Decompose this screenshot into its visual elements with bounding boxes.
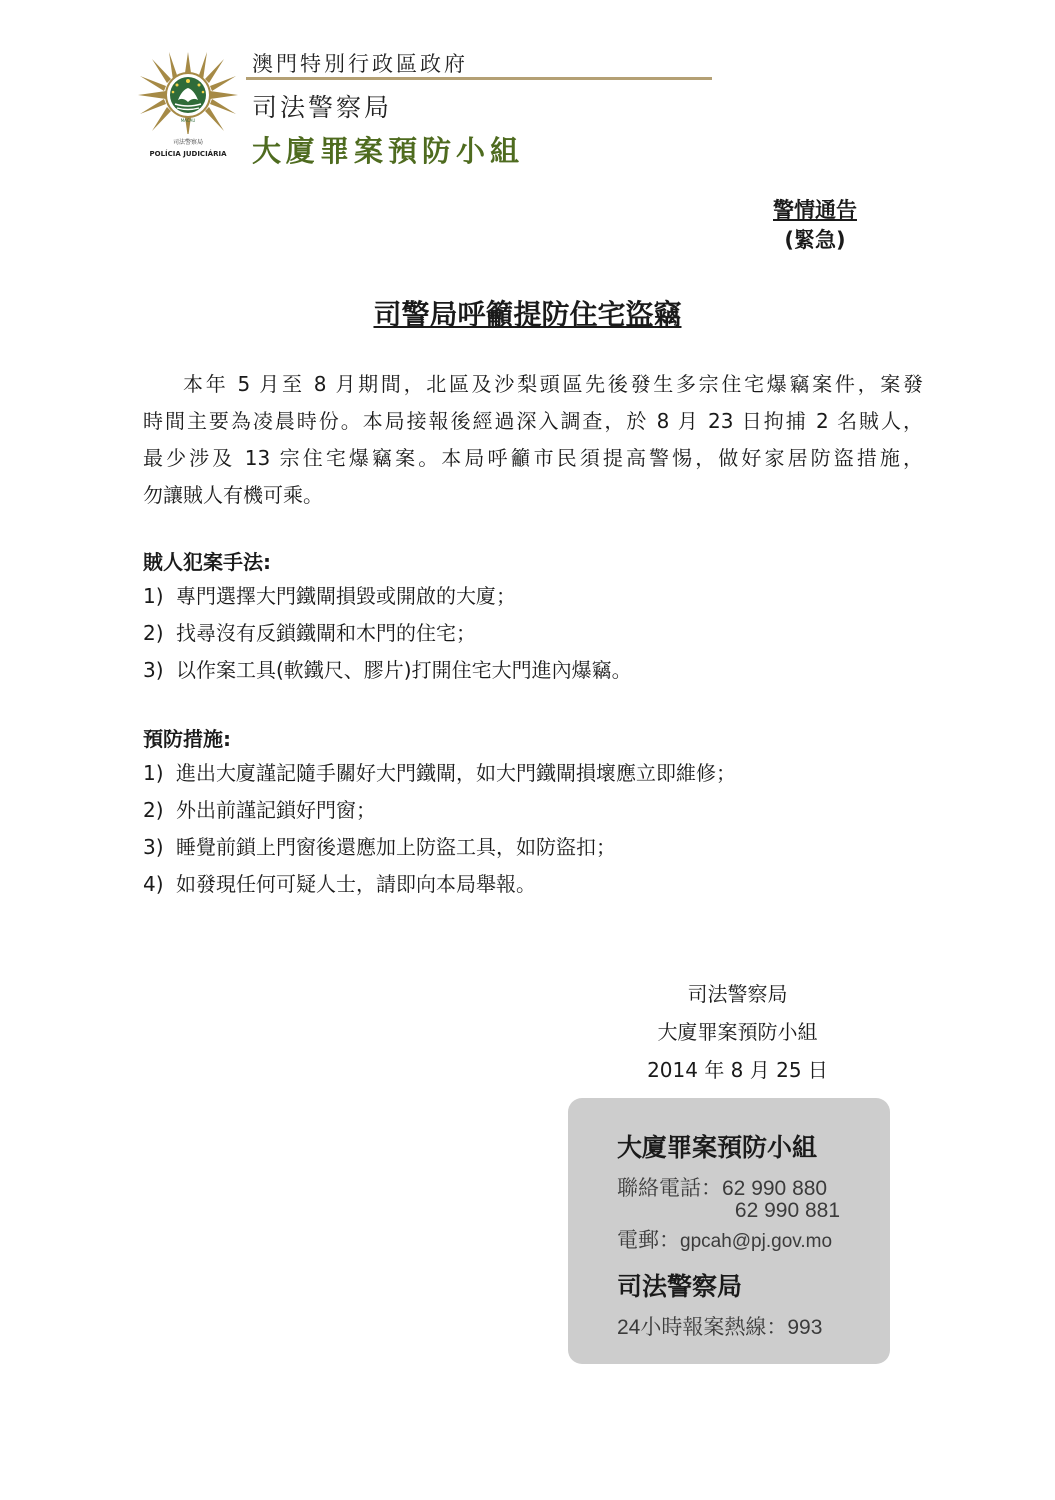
contact-info-box [568, 1098, 890, 1364]
emblem-icon [138, 50, 238, 162]
list-text: 如發現任何可疑人士，請即向本局舉報。 [176, 872, 536, 896]
list-number: 1) [143, 761, 164, 785]
hotline-label: 24小時報案熱線： [617, 1316, 788, 1339]
body-line: 時間主要為凌晨時份。本局接報後經過深入調查，於 8 月 23 日拘捕 2 名賊人， [143, 409, 923, 433]
contact-email-row [617, 1224, 832, 1254]
list-text: 進出大廈謹記隨手關好大門鐵閘，如大門鐵閘損壞應立即維修； [176, 761, 736, 785]
signature-department: 司法警察局 [687, 982, 788, 1006]
logo-caption-pt: POLÍCIA JUDICIÁRIA [149, 150, 227, 158]
phone-number: 62 990 880 [722, 1177, 828, 1200]
list-text: 外出前謹記鎖好門窗； [176, 798, 376, 822]
contact-hotline-row [617, 1311, 822, 1341]
notice-urgency: (緊急) [784, 228, 846, 252]
email-label: 電郵： [617, 1229, 680, 1252]
list-number: 4) [143, 872, 164, 896]
prevention-heading: 預防措施: [143, 727, 231, 751]
list-item [143, 578, 632, 615]
list-number: 1) [143, 584, 164, 608]
list-item [143, 792, 736, 829]
logo-caption-macau: MACAU [180, 118, 196, 123]
body-line: 最少涉及 13 宗住宅爆竊案。本局呼籲市民須提高警惕，做好家居防盜措施， [143, 446, 923, 470]
prevention-list [143, 755, 736, 903]
header-divider [246, 77, 712, 80]
signature-date: 2014 年 8 月 25 日 [647, 1058, 828, 1082]
hotline-number: 993 [787, 1316, 823, 1339]
contact-group-name: 大廈罪案預防小組 [617, 1134, 818, 1162]
body-line: 勿讓賊人有機可乘。 [143, 483, 323, 507]
body-line: 本年 5 月至 8 月期間，北區及沙梨頭區先後發生多宗住宅爆竊案件，案發 [183, 372, 923, 396]
list-item [143, 652, 632, 689]
list-number: 2) [143, 621, 164, 645]
list-text: 專門選擇大門鐵閘損毀或開啟的大廈； [176, 584, 516, 608]
phone-label: 聯絡電話： [617, 1177, 722, 1200]
list-item [143, 615, 632, 652]
list-number: 2) [143, 798, 164, 822]
phone-number-2: 62 990 881 [734, 1199, 840, 1222]
list-text: 找尋沒有反鎖鐵閘和木門的住宅； [176, 621, 476, 645]
methods-heading: 賊人犯案手法: [143, 550, 271, 574]
email-address: gpcah@pj.gov.mo [680, 1231, 833, 1252]
logo-caption-zh: 司法警察局 [172, 139, 204, 146]
notice-type: 警情通告 [773, 198, 857, 222]
crime-prevention-unit-name: 大廈罪案預防小組 [252, 134, 525, 168]
list-item [143, 829, 736, 866]
police-department-name: 司法警察局 [252, 93, 393, 122]
government-name: 澳門特別行政區政府 [252, 52, 468, 76]
list-text: 睡覺前鎖上門窗後還應加上防盜工具，如防盜扣； [176, 835, 616, 859]
body-paragraph [143, 366, 923, 514]
list-number: 3) [143, 835, 164, 859]
list-number: 3) [143, 658, 164, 682]
macau-pj-logo [138, 50, 238, 162]
list-text: 以作案工具(軟鐵尺、膠片)打開住宅大門進內爆竊。 [176, 658, 632, 682]
contact-phone-row [617, 1172, 827, 1202]
signature-unit: 大廈罪案預防小組 [657, 1020, 818, 1044]
list-item [143, 866, 736, 903]
document-title: 司警局呼籲提防住宅盜竊 [373, 298, 682, 331]
contact-police-name: 司法警察局 [617, 1273, 743, 1301]
list-item [143, 755, 736, 792]
methods-list [143, 578, 632, 689]
